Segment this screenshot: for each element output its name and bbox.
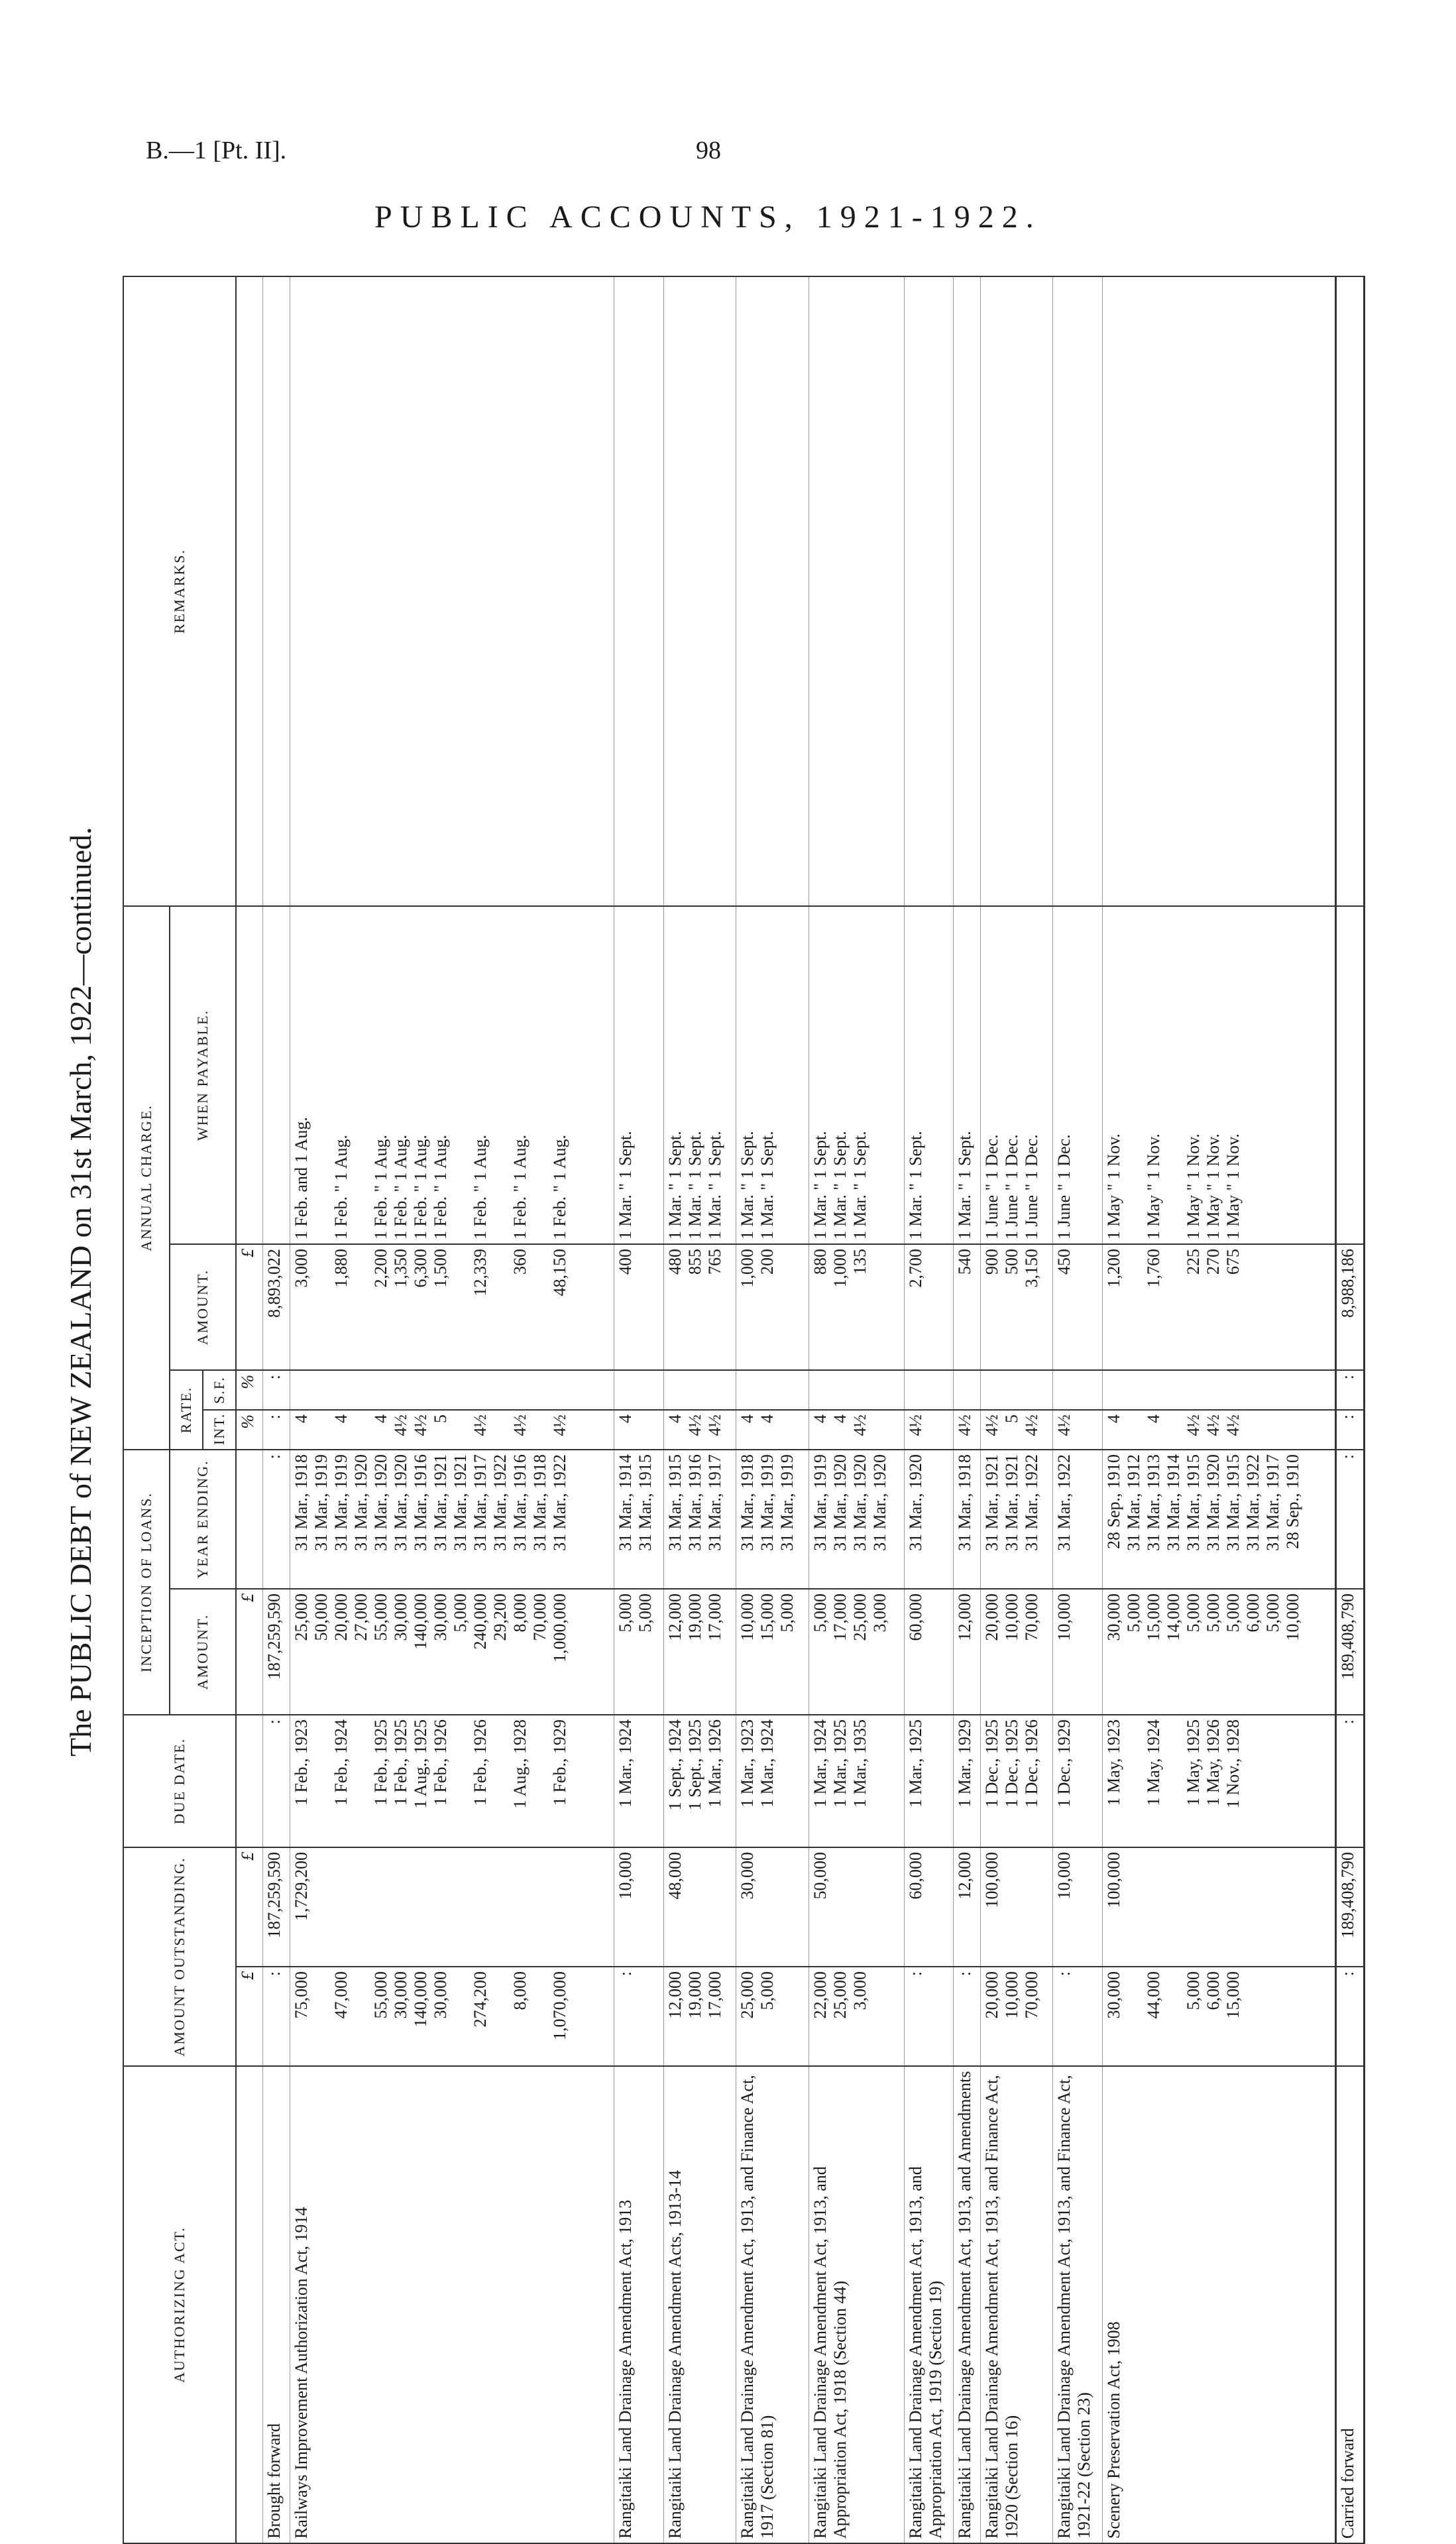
row-annual-amount: 900 500 3,150	[980, 1244, 1052, 1370]
row-outstanding-detail: 25,000 5,000	[736, 1967, 809, 2066]
row-when-payable: 1 June " 1 Dec. 1 June " 1 Dec. 1 June " 1 Dec.	[980, 906, 1052, 1244]
row-outstanding-detail: 75,000 47,000 55,000 30,000 140,000 30,000 274,200 8,000 1,070,000	[290, 1967, 614, 2066]
row-act: Rangitaiki Land Drainage Amendment Act, 1913, and Appropriation Act, 1918 (Section 44)	[809, 2066, 904, 2543]
row-when-payable: 1 June " 1 Dec.	[1053, 906, 1103, 1244]
table-row	[1102, 276, 1335, 2543]
row-rate-sf	[980, 1370, 1052, 1410]
row-year-ending: 31 Mar., 1921 31 Mar., 1921 31 Mar., 1922	[980, 1450, 1052, 1589]
total-amt1: :	[1336, 1967, 1365, 2066]
row-inception-amount: 10,000 15,000 5,000	[736, 1589, 809, 1715]
header-annual-amount: AMOUNT.	[170, 1244, 236, 1370]
row-outstanding-total: 60,000	[904, 1847, 954, 1967]
header-annual-charge: ANNUAL CHARGE.	[123, 906, 170, 1450]
header-when-payable: WHEN PAYABLE.	[170, 906, 236, 1244]
public-debt-table-container	[123, 277, 1365, 2544]
row-rate-int: 4 4	[736, 1410, 809, 1450]
row-rate-sf: :	[263, 1370, 290, 1410]
row-year-ending: 31 Mar., 1922	[1053, 1450, 1103, 1589]
table-row	[663, 276, 736, 2543]
row-inception-amount: 187,259,590	[263, 1589, 290, 1715]
row-inception-amount: 5,000 5,000	[614, 1589, 664, 1715]
row-outstanding-total: 30,000	[736, 1847, 809, 1967]
row-remarks	[904, 276, 954, 906]
units-blank	[236, 2066, 263, 2543]
row-annual-amount: 1,000 200	[736, 1244, 809, 1370]
row-inception-amount: 12,000	[954, 1589, 980, 1715]
row-when-payable: 1 Mar. " 1 Sept.	[954, 906, 980, 1244]
row-act: Rangitaiki Land Drainage Amendment Act, 1913, and Finance Act, 1917 (Section 81)	[736, 2066, 809, 2543]
row-outstanding-total: 10,000	[614, 1847, 664, 1967]
row-rate-sf	[954, 1370, 980, 1410]
row-outstanding-total: 48,000	[663, 1847, 736, 1967]
row-rate-sf	[1053, 1370, 1103, 1410]
table-row	[904, 276, 954, 2543]
header-rate: RATE.	[170, 1370, 203, 1450]
unit-pound: £	[236, 1244, 263, 1370]
row-inception-amount: 12,000 19,000 17,000	[663, 1589, 736, 1715]
total-sf: :	[1336, 1370, 1365, 1410]
row-act: Railways Improvement Authorization Act, 1914	[290, 2066, 614, 2543]
row-annual-amount: 2,700	[904, 1244, 954, 1370]
header-due-date: DUE DATE.	[123, 1715, 236, 1847]
row-due-date: 1 Dec., 1929	[1053, 1715, 1103, 1847]
row-remarks	[736, 276, 809, 906]
table-row	[290, 276, 614, 2543]
units-blank	[236, 1450, 263, 1589]
table-row	[954, 276, 980, 2543]
row-rate-int: 4 4 4 4½ 4½ 5 4½ 4½ 4½	[290, 1410, 614, 1450]
row-outstanding-total: 50,000	[809, 1847, 904, 1967]
row-rate-sf	[809, 1370, 904, 1410]
row-remarks	[809, 276, 904, 906]
total-remarks	[1336, 276, 1365, 906]
row-outstanding-total: 100,000	[1102, 1847, 1335, 1967]
row-act: Rangitaiki Land Drainage Amendment Act, 1913, and Finance Act, 1921-22 (Section 23)	[1053, 2066, 1103, 2543]
row-rate-int: 4½	[954, 1410, 980, 1450]
row-due-date: 1 Feb., 1923 1 Feb., 1924 1 Feb., 1925 1 Feb., 1925 1 Aug., 1925 1 Feb., 1926 1 Feb., 1926 1 Aug., 1928 1 Feb., 1929	[290, 1715, 614, 1847]
row-inception-amount: 25,000 50,000 20,000 27,000 55,000 30,000 140,000 30,000 5,000 240,000 29,200 8,000 70,000 1,000,000	[290, 1589, 614, 1715]
header-rate-int: INT.	[203, 1410, 236, 1450]
row-outstanding-detail: :	[263, 1967, 290, 2066]
row-when-payable: 1 Feb. and 1 Aug. 1 Feb. " 1 Aug. 1 Feb. " 1 Aug. 1 Feb. " 1 Aug. 1 Feb. " 1 Aug. 1 Feb. " 1 Aug. 1 Feb. " 1 Aug. 1 Feb. " 1 Aug. 1 Feb. " 1 Aug.	[290, 906, 614, 1244]
row-remarks	[290, 276, 614, 906]
row-act: Rangitaiki Land Drainage Amendment Act, 1913, and Amendments	[954, 2066, 980, 2543]
row-year-ending: 31 Mar., 1915 31 Mar., 1916 31 Mar., 1917	[663, 1450, 736, 1589]
total-amt2: 189,408,790	[1336, 1847, 1365, 1967]
row-when-payable: 1 Mar. " 1 Sept.	[614, 906, 664, 1244]
row-outstanding-detail: 12,000 19,000 17,000	[663, 1967, 736, 2066]
row-when-payable: 1 Mar. " 1 Sept. 1 Mar. " 1 Sept. 1 Mar. " 1 Sept.	[663, 906, 736, 1244]
total-year: :	[1336, 1450, 1365, 1589]
row-rate-int: 4½ 5 4½	[980, 1410, 1052, 1450]
row-remarks	[263, 276, 290, 906]
unit-pound: £	[236, 1589, 263, 1715]
table-body	[263, 276, 1336, 2543]
header-inception: INCEPTION OF LOANS.	[123, 1450, 170, 1715]
row-act: Rangitaiki Land Drainage Amendment Act, 1913	[614, 2066, 664, 2543]
row-rate-int: 4½	[904, 1410, 954, 1450]
row-due-date: 1 Mar., 1929	[954, 1715, 980, 1847]
row-rate-sf	[614, 1370, 664, 1410]
row-due-date: 1 May, 1923 1 May, 1924 1 May, 1925 1 May, 1926 1 Nov., 1928	[1102, 1715, 1335, 1847]
page-number: 98	[696, 137, 721, 164]
row-year-ending: 31 Mar., 1914 31 Mar., 1915	[614, 1450, 664, 1589]
row-annual-amount: 1,200 1,760 225 270 675	[1102, 1244, 1335, 1370]
unit-pound: £	[236, 1847, 263, 1967]
row-when-payable: 1 Mar. " 1 Sept. 1 Mar. " 1 Sept.	[736, 906, 809, 1244]
row-due-date: 1 Mar., 1924	[614, 1715, 664, 1847]
row-outstanding-total: 12,000	[954, 1847, 980, 1967]
row-year-ending: 31 Mar., 1918	[954, 1450, 980, 1589]
row-when-payable	[263, 906, 290, 1244]
unit-percent: %	[236, 1410, 263, 1450]
row-remarks	[1102, 276, 1335, 906]
row-annual-amount: 8,893,022	[263, 1244, 290, 1370]
page-title: PUBLIC ACCOUNTS, 1921-1922.	[374, 200, 1042, 235]
header-rate-sf: S.F.	[203, 1370, 236, 1410]
row-outstanding-total: 10,000	[1053, 1847, 1103, 1967]
row-annual-amount: 540	[954, 1244, 980, 1370]
row-due-date: 1 Mar., 1925	[904, 1715, 954, 1847]
row-remarks	[614, 276, 664, 906]
row-outstanding-detail: 20,000 10,000 70,000	[980, 1967, 1052, 2066]
row-annual-amount: 400	[614, 1244, 664, 1370]
row-act: Rangitaiki Land Drainage Amendment Acts, 1913-14	[663, 2066, 736, 2543]
row-year-ending: 31 Mar., 1919 31 Mar., 1920 31 Mar., 1920 31 Mar., 1920	[809, 1450, 904, 1589]
row-inception-amount: 10,000	[1053, 1589, 1103, 1715]
row-due-date: 1 Mar., 1924 1 Mar., 1925 1 Mar., 1935	[809, 1715, 904, 1847]
row-when-payable: 1 Mar. " 1 Sept. 1 Mar. " 1 Sept. 1 Mar. " 1 Sept.	[809, 906, 904, 1244]
row-due-date: 1 Dec., 1925 1 Dec., 1925 1 Dec., 1926	[980, 1715, 1052, 1847]
total-act: Carried forward	[1336, 2066, 1365, 2543]
total-inception: 189,408,790	[1336, 1589, 1365, 1715]
row-inception-amount: 20,000 10,000 70,000	[980, 1589, 1052, 1715]
row-outstanding-detail: :	[904, 1967, 954, 2066]
table-row	[263, 276, 290, 2543]
header-outstanding: AMOUNT OUTSTANDING.	[123, 1847, 236, 2066]
row-act: Rangitaiki Land Drainage Amendment Act, 1913, and Finance Act, 1920 (Section 16)	[980, 2066, 1052, 2543]
total-due: :	[1336, 1715, 1365, 1847]
row-when-payable: 1 Mar. " 1 Sept.	[904, 906, 954, 1244]
row-outstanding-total: 187,259,590	[263, 1847, 290, 1967]
row-rate-sf	[1102, 1370, 1335, 1410]
row-year-ending: 28 Sep., 1910 31 Mar., 1912 31 Mar., 1913 31 Mar., 1914 31 Mar., 1915 31 Mar., 1920 31 Mar., 1915 31 Mar., 1922 31 Mar., 1917 28 Sep., 1910	[1102, 1450, 1335, 1589]
row-act: Scenery Preservation Act, 1908	[1102, 2066, 1335, 2543]
public-debt-table	[123, 276, 1365, 2544]
page-id: B.—1 [Pt. II].	[146, 137, 287, 164]
units-blank	[236, 906, 263, 1244]
row-rate-int: 4 4 4½ 4½ 4½	[1102, 1410, 1335, 1450]
row-annual-amount: 3,000 1,880 2,200 1,350 6,300 1,500 12,339 360 48,150	[290, 1244, 614, 1370]
unit-pound: £	[236, 1967, 263, 2066]
row-inception-amount: 30,000 5,000 15,000 14,000 5,000 5,000 5,000 6,000 5,000 10,000	[1102, 1589, 1335, 1715]
header-year-ending: YEAR ENDING.	[170, 1450, 236, 1589]
row-outstanding-total: 100,000	[980, 1847, 1052, 1967]
total-when	[1336, 906, 1365, 1244]
table-row	[736, 276, 809, 2543]
row-year-ending: 31 Mar., 1918 31 Mar., 1919 31 Mar., 1919 31 Mar., 1920 31 Mar., 1920 31 Mar., 1920 31 Mar., 1916 31 Mar., 1921 31 Mar., 1921 31 Mar., 1917 31 Mar., 1922 31 Mar., 1916 31 Mar., 1918 31 Mar., 1922	[290, 1450, 614, 1589]
header-remarks: REMARKS.	[123, 276, 236, 906]
row-inception-amount: 60,000	[904, 1589, 954, 1715]
unit-percent: %	[236, 1370, 263, 1410]
row-rate-sf	[290, 1370, 614, 1410]
row-annual-amount: 880 1,000 135	[809, 1244, 904, 1370]
row-rate-int: 4	[614, 1410, 664, 1450]
row-remarks	[1053, 276, 1103, 906]
row-year-ending: 31 Mar., 1920	[904, 1450, 954, 1589]
row-when-payable: 1 May " 1 Nov. 1 May " 1 Nov. 1 May " 1 Nov. 1 May " 1 Nov. 1 May " 1 Nov.	[1102, 906, 1335, 1244]
row-rate-int: 4 4 4½	[809, 1410, 904, 1450]
row-rate-int: 4 4½ 4½	[663, 1410, 736, 1450]
row-due-date: :	[263, 1715, 290, 1847]
total-row	[1336, 276, 1365, 2543]
table-row	[809, 276, 904, 2543]
row-annual-amount: 450	[1053, 1244, 1103, 1370]
row-due-date: 1 Sept., 1924 1 Sept., 1925 1 Mar., 1926	[663, 1715, 736, 1847]
total-int: :	[1336, 1410, 1365, 1450]
table-caption: The PUBLIC DEBT of NEW ZEALAND on 31st March, 1922—continued.	[64, 827, 97, 1757]
row-act: Brought forward	[263, 2066, 290, 2543]
row-outstanding-detail: :	[954, 1967, 980, 2066]
row-rate-sf	[736, 1370, 809, 1410]
row-annual-amount: 480 855 765	[663, 1244, 736, 1370]
row-rate-int: :	[263, 1410, 290, 1450]
row-outstanding-detail: :	[1053, 1967, 1103, 2066]
table-row	[1053, 276, 1103, 2543]
row-outstanding-detail: :	[614, 1967, 664, 2066]
header-inception-amount: AMOUNT.	[170, 1589, 236, 1715]
row-outstanding-detail: 22,000 25,000 3,000	[809, 1967, 904, 2066]
units-blank	[236, 276, 263, 906]
header-act: AUTHORIZING ACT.	[123, 2066, 236, 2543]
row-remarks	[663, 276, 736, 906]
row-remarks	[980, 276, 1052, 906]
row-year-ending: 31 Mar., 1918 31 Mar., 1919 31 Mar., 1919	[736, 1450, 809, 1589]
row-due-date: 1 Mar., 1923 1 Mar., 1924	[736, 1715, 809, 1847]
units-blank	[236, 1715, 263, 1847]
row-outstanding-detail: 30,000 44,000 5,000 6,000 15,000	[1102, 1967, 1335, 2066]
row-outstanding-total: 1,729,200	[290, 1847, 614, 1967]
row-act: Rangitaiki Land Drainage Amendment Act, 1913, and Appropriation Act, 1919 (Section 19)	[904, 2066, 954, 2543]
row-rate-sf	[904, 1370, 954, 1410]
total-annual: 8,988,186	[1336, 1244, 1365, 1370]
row-rate-sf	[663, 1370, 736, 1410]
table-row	[614, 276, 664, 2543]
row-remarks	[954, 276, 980, 906]
row-inception-amount: 5,000 17,000 25,000 3,000	[809, 1589, 904, 1715]
row-rate-int: 4½	[1053, 1410, 1103, 1450]
table-row	[980, 276, 1052, 2543]
row-year-ending: :	[263, 1450, 290, 1589]
